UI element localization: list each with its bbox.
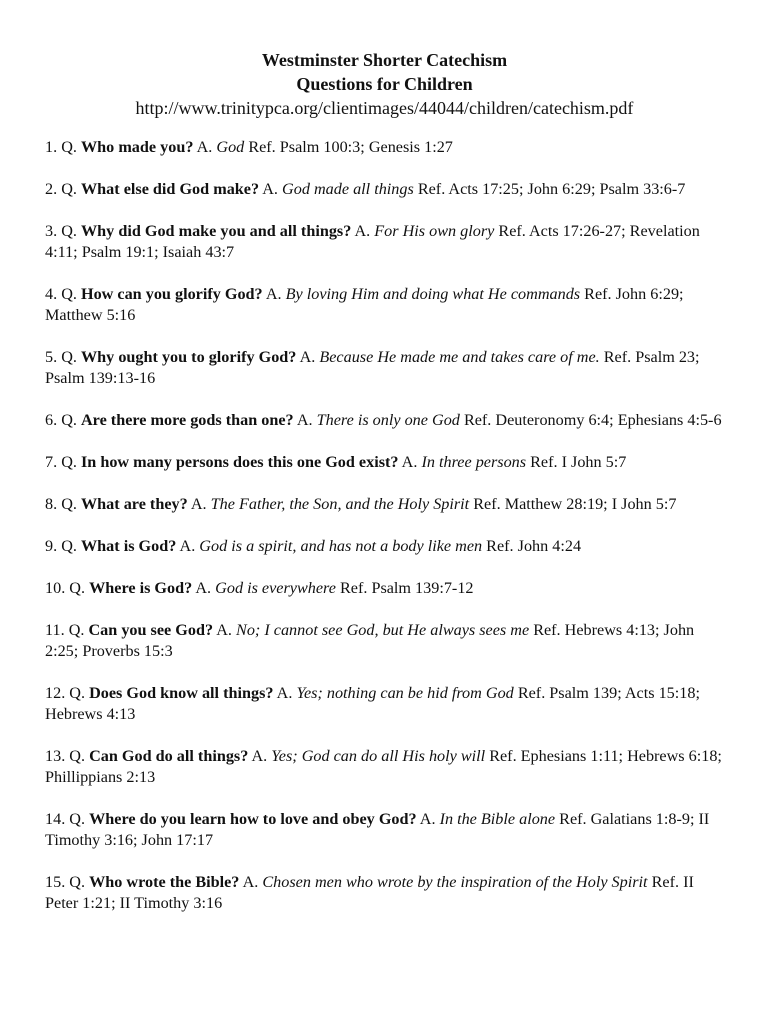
question-label: Q. xyxy=(61,411,77,429)
item-number: 14. xyxy=(45,810,66,828)
item-number: 5. xyxy=(45,348,58,366)
catechism-item xyxy=(45,746,724,788)
question-text: Who made you? xyxy=(80,138,194,156)
reference-label: Ref. xyxy=(517,684,546,702)
source-url: http://www.trinitypca.org/clientimages/44044/children/catechism.pdf xyxy=(135,98,634,118)
answer-label: A. xyxy=(401,453,418,471)
reference-label: Ref. xyxy=(248,138,276,156)
answer-label: A. xyxy=(242,873,259,891)
reference-label: Ref. xyxy=(498,222,526,240)
question-text: Can God do all things? xyxy=(89,747,249,765)
catechism-item xyxy=(45,221,724,263)
answer-text: In the Bible alone xyxy=(439,810,556,828)
answer-label: A. xyxy=(251,747,268,765)
item-number: 13. xyxy=(45,747,66,765)
question-label: Q. xyxy=(61,285,77,303)
catechism-item xyxy=(45,536,724,557)
reference-label: Ref. xyxy=(486,537,514,555)
answer-text: In three persons xyxy=(421,453,527,471)
document-title: Westminster Shorter Catechism xyxy=(261,50,508,70)
document-subtitle: Questions for Children xyxy=(296,74,473,94)
catechism-item xyxy=(45,347,724,389)
question-label: Q. xyxy=(61,495,77,513)
answer-text: Chosen men who wrote by the inspiration of the Holy Spirit xyxy=(262,873,648,891)
answer-label: A. xyxy=(179,537,196,555)
reference-text: Acts 17:26-27; Revelation 4:11; Psalm 19:1; Isaiah 43:7 xyxy=(45,222,700,261)
reference-label: Ref. xyxy=(603,348,632,366)
question-label: Q. xyxy=(61,348,77,366)
question-text: Why did God make you and all things? xyxy=(80,222,352,240)
question-label: Q. xyxy=(68,621,85,639)
question-label: Q. xyxy=(69,579,86,597)
catechism-item xyxy=(45,872,724,914)
question-label: Q. xyxy=(61,537,77,555)
item-number: 3. xyxy=(45,222,58,240)
catechism-item xyxy=(45,578,724,599)
catechism-item xyxy=(45,494,724,515)
item-number: 6. xyxy=(45,411,58,429)
question-label: Q. xyxy=(61,453,77,471)
answer-label: A. xyxy=(276,684,293,702)
answer-label: A. xyxy=(195,579,212,597)
item-number: 8. xyxy=(45,495,58,513)
question-text: Why ought you to glorify God? xyxy=(80,348,297,366)
question-text: In how many persons does this one God exist? xyxy=(80,453,399,471)
reference-label: Ref. xyxy=(473,495,501,513)
answer-text: The Father, the Son, and the Holy Spirit xyxy=(210,495,470,513)
reference-label: Ref. xyxy=(463,411,492,429)
answer-text: God made all things xyxy=(282,180,414,198)
question-label: Q. xyxy=(69,684,86,702)
item-number: 12. xyxy=(45,684,66,702)
question-text: How can you glorify God? xyxy=(80,285,263,303)
answer-text: God xyxy=(216,138,245,156)
reference-label: Ref. xyxy=(651,873,680,891)
catechism-item xyxy=(45,683,724,725)
answer-label: A. xyxy=(262,180,278,198)
reference-label: Ref. xyxy=(533,621,561,639)
reference-text: Psalm 100:3; Genesis 1:27 xyxy=(279,138,453,156)
answer-text: For His own glory xyxy=(374,222,495,240)
reference-text: Psalm 23; Psalm 139:13-16 xyxy=(45,348,700,387)
reference-text: Hebrews 4:13; John 2:25; Proverbs 15:3 xyxy=(45,621,695,660)
reference-text: Ephesians 1:11; Hebrews 6:18; Phillippians 2:13 xyxy=(45,747,722,786)
question-text: What else did God make? xyxy=(80,180,260,198)
answer-label: A. xyxy=(296,411,313,429)
document-header xyxy=(45,48,724,120)
reference-text: Psalm 139; Acts 15:18; Hebrews 4:13 xyxy=(45,684,700,723)
reference-label: Ref. xyxy=(584,285,612,303)
question-text: Can you see God? xyxy=(88,621,214,639)
answer-label: A. xyxy=(419,810,436,828)
answer-label: A. xyxy=(265,285,282,303)
catechism-question-list xyxy=(45,137,724,914)
answer-label: A. xyxy=(190,495,207,513)
question-text: What are they? xyxy=(80,495,188,513)
catechism-item xyxy=(45,410,724,431)
question-text: Where do you learn how to love and obey God? xyxy=(89,810,417,828)
catechism-item xyxy=(45,179,724,200)
answer-label: A. xyxy=(196,138,213,156)
catechism-item xyxy=(45,620,724,662)
catechism-item xyxy=(45,137,724,158)
question-label: Q. xyxy=(69,810,86,828)
reference-text: Galatians 1:8-9; II Timothy 3:16; John 17:17 xyxy=(45,810,710,849)
item-number: 4. xyxy=(45,285,58,303)
answer-label: A. xyxy=(299,348,316,366)
question-text: Where is God? xyxy=(89,579,193,597)
reference-text: I John 5:7 xyxy=(561,453,627,471)
reference-text: II Peter 1:21; II Timothy 3:16 xyxy=(45,873,694,912)
reference-label: Ref. xyxy=(530,453,558,471)
item-number: 10. xyxy=(45,579,66,597)
reference-text: Matthew 28:19; I John 5:7 xyxy=(504,495,677,513)
answer-text: There is only one God xyxy=(316,411,460,429)
catechism-item xyxy=(45,809,724,851)
answer-text: Yes; God can do all His holy will xyxy=(271,747,486,765)
catechism-item xyxy=(45,284,724,326)
question-text: Does God know all things? xyxy=(89,684,274,702)
answer-text: No; I cannot see God, but He always sees me xyxy=(236,621,530,639)
reference-label: Ref. xyxy=(559,810,587,828)
reference-text: John 4:24 xyxy=(517,537,582,555)
reference-label: Ref. xyxy=(417,180,446,198)
answer-label: A. xyxy=(216,621,232,639)
answer-text: Yes; nothing can be hid from God xyxy=(296,684,514,702)
item-number: 7. xyxy=(45,453,58,471)
question-label: Q. xyxy=(69,873,86,891)
reference-label: Ref. xyxy=(489,747,517,765)
reference-text: John 6:29; Matthew 5:16 xyxy=(45,285,684,324)
item-number: 1. xyxy=(45,138,58,156)
question-label: Q. xyxy=(61,222,77,240)
reference-label: Ref. xyxy=(339,579,368,597)
answer-text: By loving Him and doing what He commands xyxy=(285,285,581,303)
question-label: Q. xyxy=(69,747,86,765)
answer-text: God is a spirit, and has not a body like men xyxy=(199,537,483,555)
question-label: Q. xyxy=(61,180,77,198)
item-number: 9. xyxy=(45,537,58,555)
answer-text: Because He made me and takes care of me. xyxy=(319,348,600,366)
reference-text: Acts 17:25; John 6:29; Psalm 33:6-7 xyxy=(448,180,686,198)
item-number: 2. xyxy=(45,180,58,198)
item-number: 11. xyxy=(45,621,65,639)
question-text: Are there more gods than one? xyxy=(80,411,294,429)
item-number: 15. xyxy=(45,873,66,891)
reference-text: Deuteronomy 6:4; Ephesians 4:5-6 xyxy=(495,411,722,429)
reference-text: Psalm 139:7-12 xyxy=(371,579,474,597)
answer-label: A. xyxy=(354,222,371,240)
answer-text: God is everywhere xyxy=(215,579,336,597)
question-label: Q. xyxy=(61,138,77,156)
question-text: Who wrote the Bible? xyxy=(89,873,240,891)
catechism-item xyxy=(45,452,724,473)
question-text: What is God? xyxy=(80,537,177,555)
